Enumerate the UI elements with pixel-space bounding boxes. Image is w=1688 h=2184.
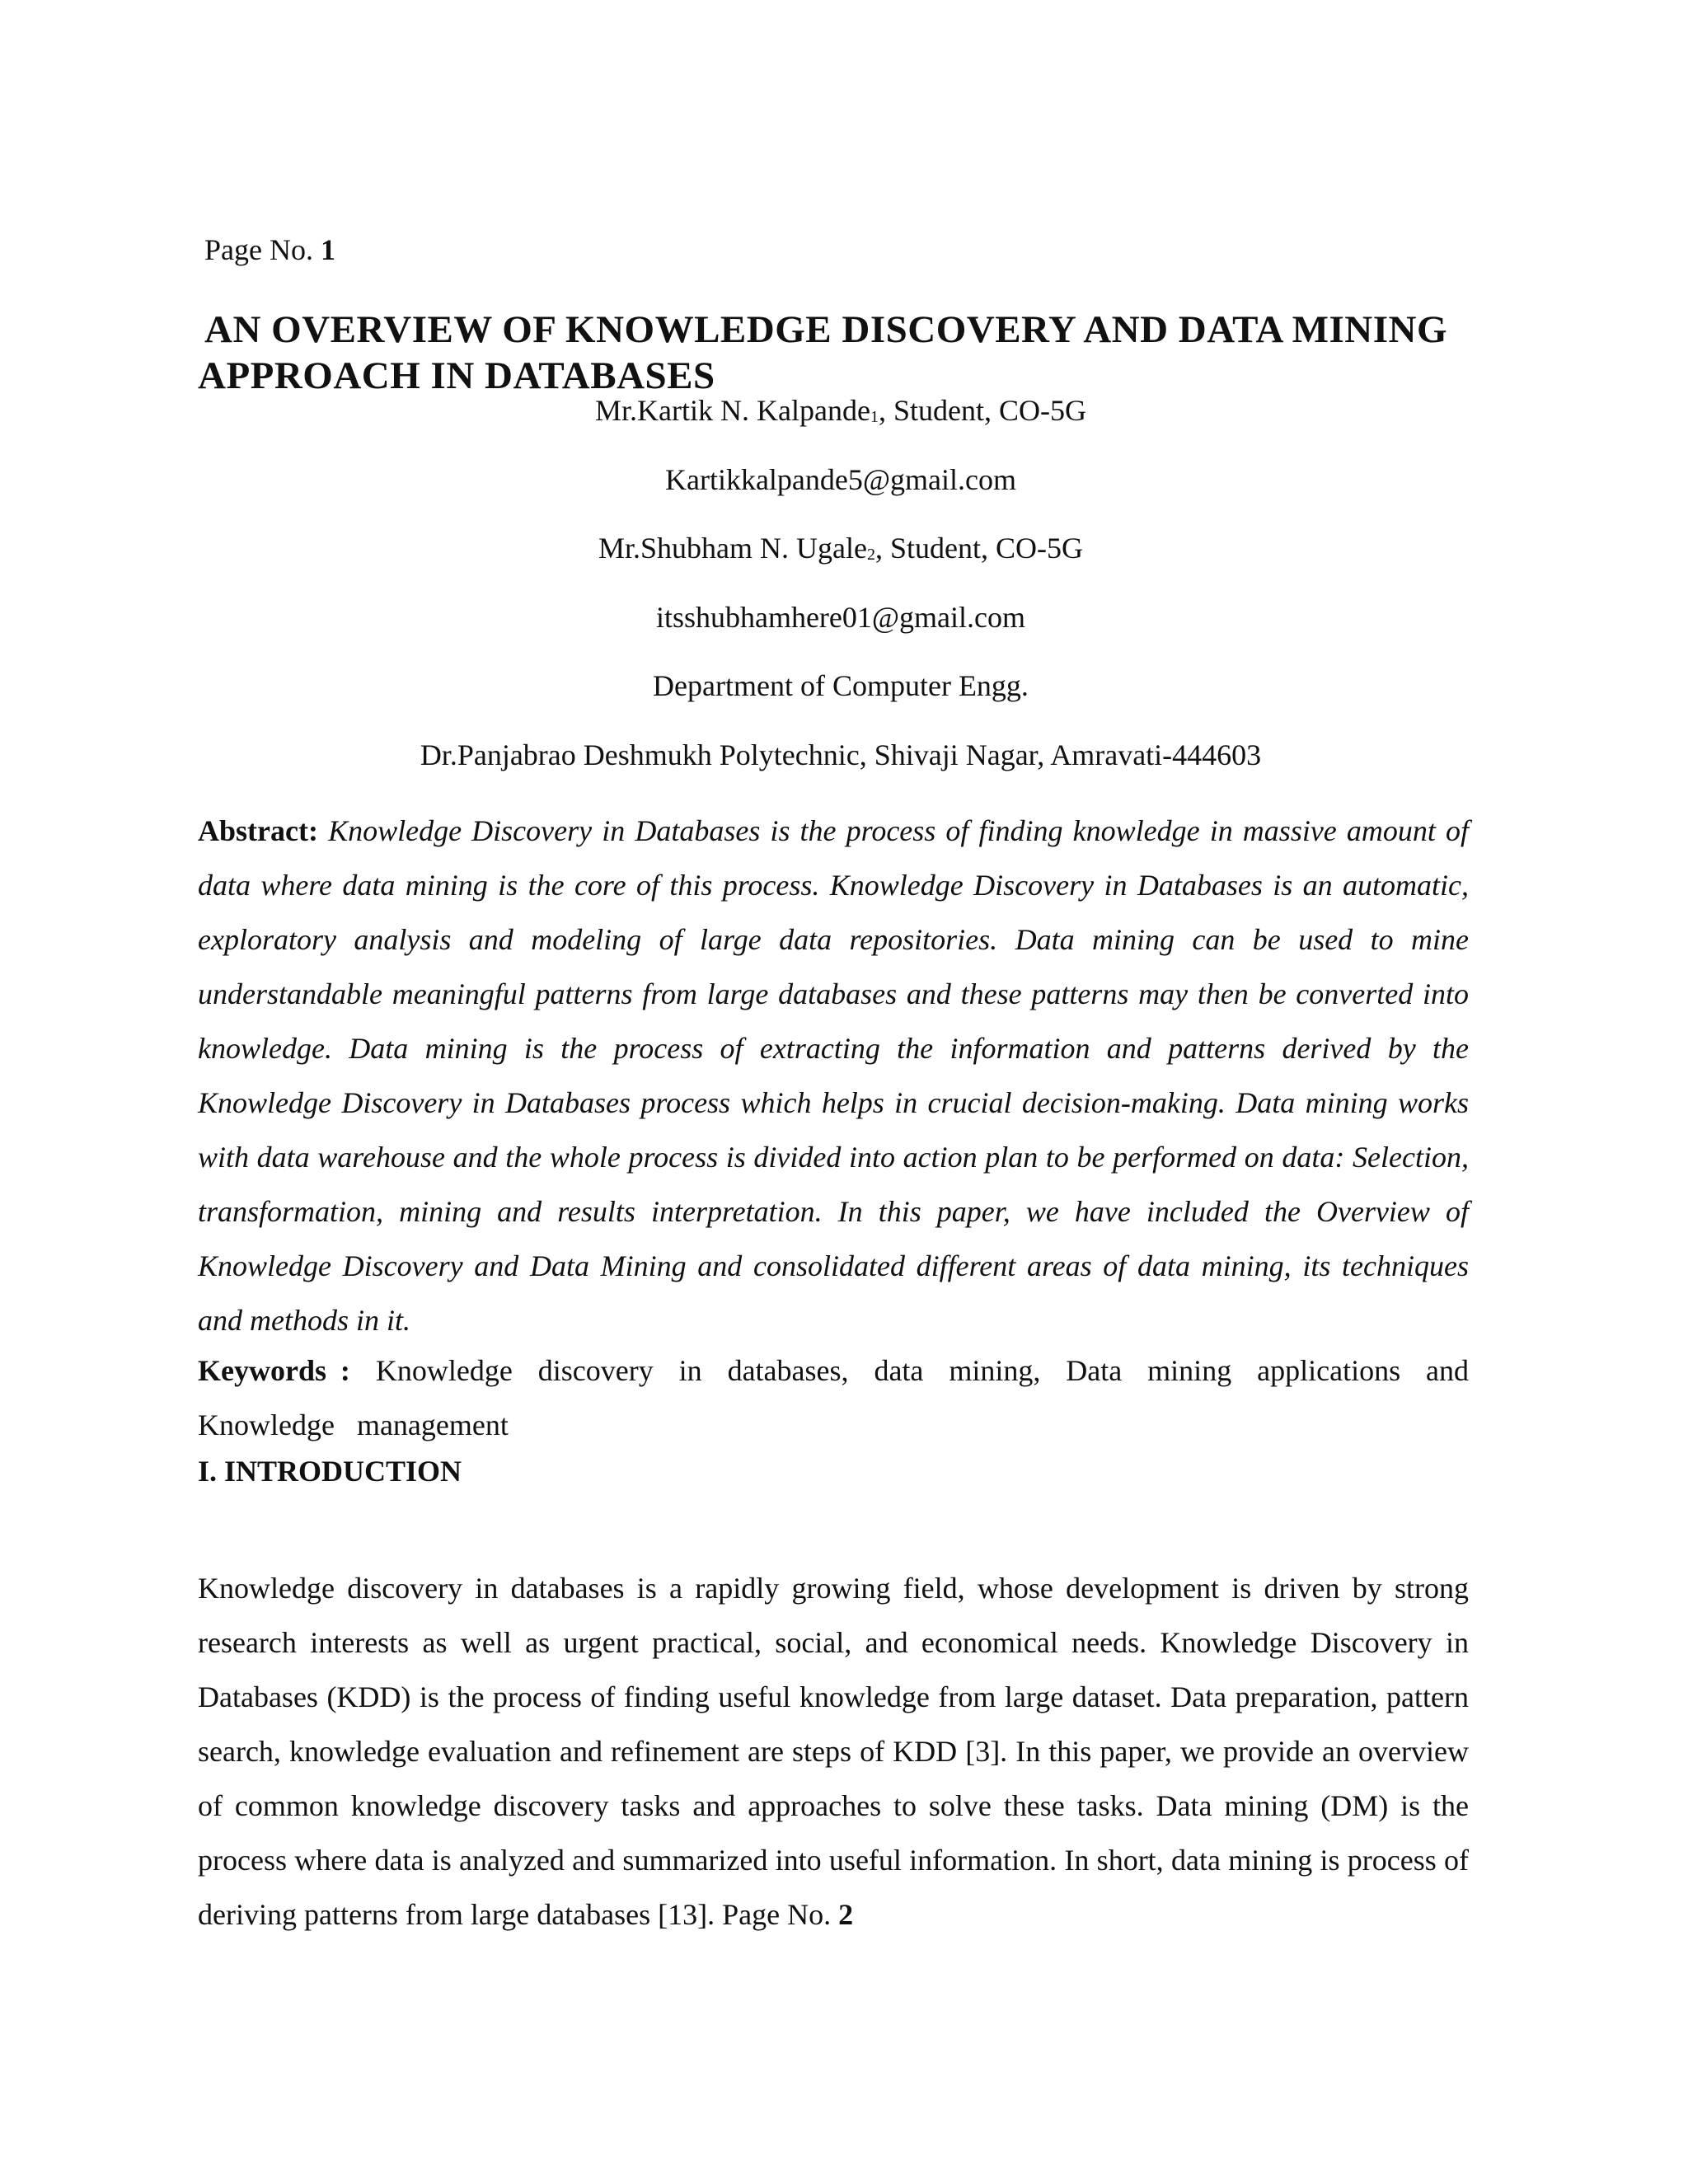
page-number-header <box>204 232 335 268</box>
section-heading-introduction: I. INTRODUCTION <box>198 1455 462 1488</box>
author-1-affil-index: 1 <box>870 408 879 426</box>
keywords-text: Knowledge discovery in databases, data mining, Data mining applications and Knowledge management <box>198 1354 1469 1441</box>
author-2-name: Mr.Shubham N. Ugale <box>598 532 867 565</box>
page-number: 1 <box>320 233 335 266</box>
inline-page-value: 2 <box>838 1898 854 1931</box>
author-1-role: , Student, CO-5G <box>878 394 1086 427</box>
introduction-paragraph <box>198 1561 1469 1942</box>
author-1-email: Kartikkalpande5@gmail.com <box>664 463 1017 496</box>
keywords <box>198 1343 1469 1452</box>
abstract-label: Abstract: <box>198 814 318 847</box>
inline-page-number <box>722 1898 853 1931</box>
author-2-affil-index: 2 <box>866 546 875 564</box>
department: Department of Computer Engg. <box>653 669 1029 702</box>
abstract-text: Knowledge Discovery in Databases is the process of finding knowledge in massive amount of data where data mining is the core of this process. Knowledge Discovery in Databases is an automatic, exploratory analysis and modeling of large data repositories. Data mining can be used to mine understandable meaningful patterns from large databases and these patterns may then be converted into knowledge. Data mining is the process of extracting the information and patterns derived by the Knowledge Discovery in Databases process which helps in crucial decision-making. Data mining works with data warehouse and the whole process is divided into action plan to be performed on data: Selection, transformation, mining and results interpretation. In this paper, we have included the Overview of Knowledge Discovery and Data Mining and consolidated different areas of data mining, its techniques and methods in it. <box>198 814 1470 1337</box>
paper-title <box>198 307 1484 399</box>
author-2-role: , Student, CO-5G <box>874 532 1083 565</box>
author-2-email: itsshubhamhere01@gmail.com <box>655 601 1026 634</box>
page-label: Page No. <box>204 233 313 266</box>
abstract <box>198 804 1469 1347</box>
institution: Dr.Panjabrao Deshmukh Polytechnic, Shivaji Nagar, Amravati-444603 <box>420 738 1262 771</box>
introduction-text: Knowledge discovery in databases is a rapidly growing field, whose development is driven by strong research interests as well as urgent practical, social, and economical needs. Knowledge Discovery in Databases (KDD) is the process of finding useful knowledge from large dataset. Data preparation, pattern search, knowledge evaluation and refinement are steps of KDD [3]. In this paper, we provide an overview of common knowledge discovery tasks and approaches to solve these tasks. Data mining (DM) is the process where data is analyzed and summarized into useful information. In short, data mining is process of deriving patterns from large databases [13]. <box>198 1572 1469 1931</box>
keywords-label: Keywords : <box>198 1354 350 1387</box>
author-1 <box>198 392 1484 435</box>
author-1-name: Mr.Kartik N. Kalpande <box>595 394 870 427</box>
inline-page-label: Page No. <box>722 1898 832 1931</box>
title-line-2: APPROACH IN DATABASES <box>198 354 715 397</box>
author-2 <box>198 530 1484 573</box>
title-line-1: AN OVERVIEW OF KNOWLEDGE DISCOVERY AND DATA MINING <box>204 308 1448 351</box>
